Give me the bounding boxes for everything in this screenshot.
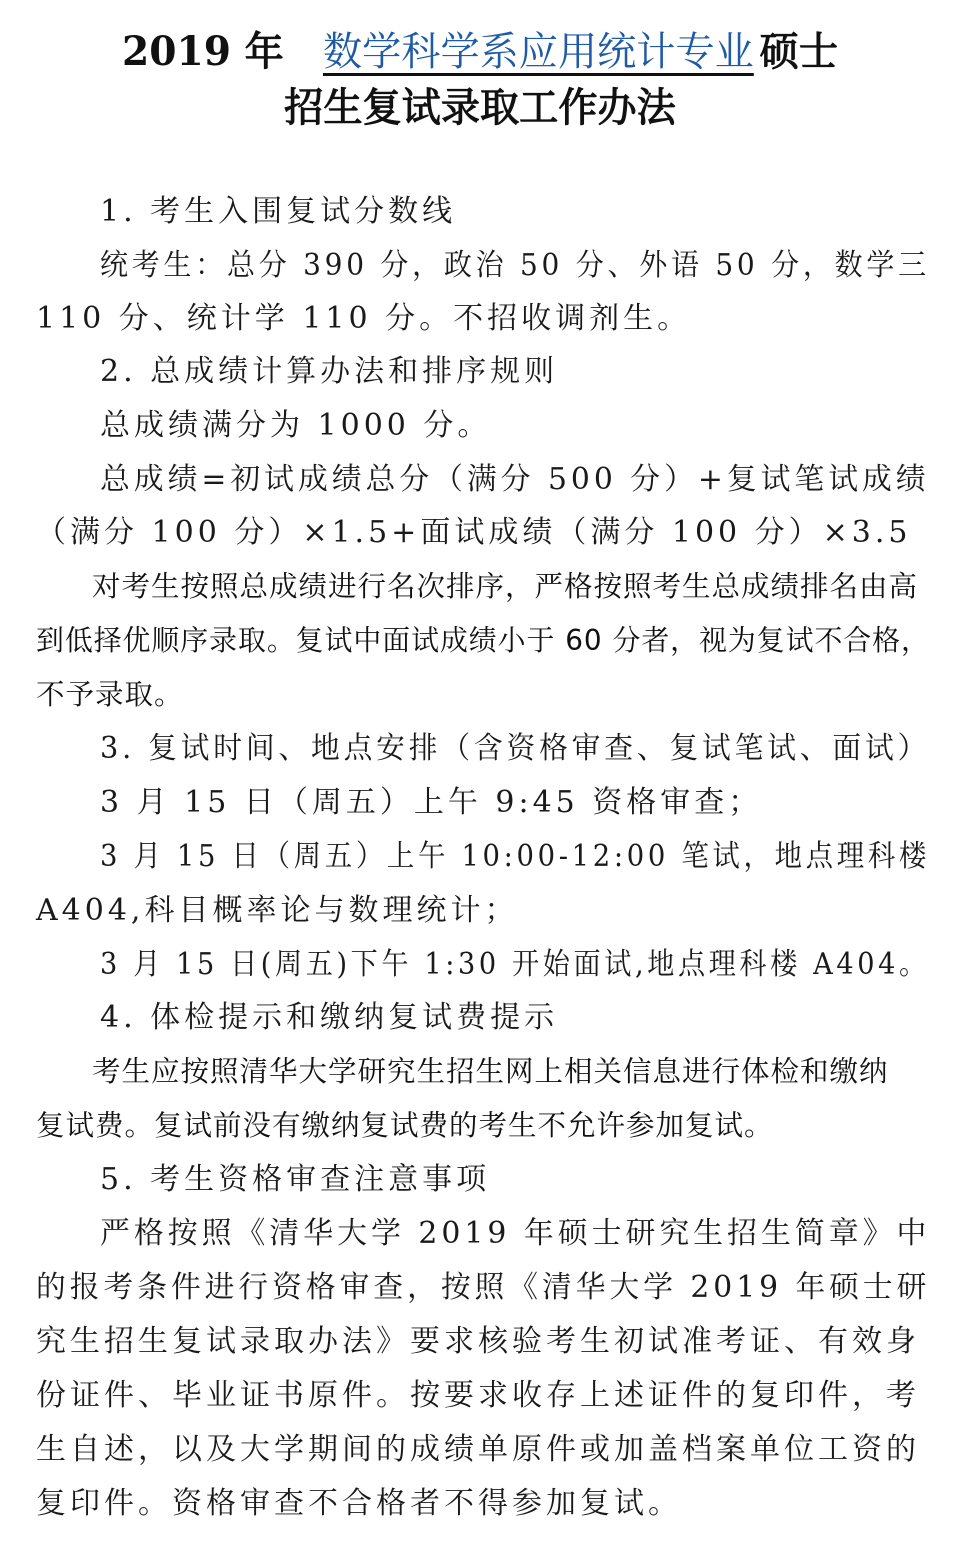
document-title-line-2: 招生复试录取工作办法 bbox=[284, 84, 676, 131]
paragraph-line: 总成绩满分为 1000 分。 bbox=[100, 408, 492, 443]
section-heading-3: 3. 复试时间、地点安排（含资格审查、复试笔试、面试） bbox=[100, 731, 931, 766]
title-major: 数学科学系应用统计专业 bbox=[322, 29, 754, 75]
paragraph-line: A404,科目概率论与数理统计； bbox=[36, 893, 519, 928]
paragraph-line: 3 月 15 日（周五）上午 10:00-12:00 笔试，地点理科楼 bbox=[100, 839, 931, 874]
paragraph-line: 不予录取。 bbox=[36, 678, 184, 711]
paragraph-line: 到低择优顺序录取。复试中面试成绩小于 60 分者，视为复试不合格， bbox=[36, 624, 930, 657]
paragraph-line: 生自述，以及大学期间的成绩单原件或加盖档案单位工资的 bbox=[36, 1432, 920, 1467]
paragraph-line: 严格按照《清华大学 2019 年硕士研究生招生简章》中 bbox=[100, 1216, 931, 1251]
title-degree: 硕士 bbox=[759, 28, 839, 75]
paragraph-line: 复印件。资格审查不合格者不得参加复试。 bbox=[36, 1486, 682, 1521]
paragraph-line: 3 月 15 日（周五）上午 9:45 资格审查； bbox=[100, 785, 763, 820]
document-title-line-1 bbox=[10, 22, 950, 82]
section-heading-2: 2. 总成绩计算办法和排序规则 bbox=[100, 354, 559, 389]
title-year: 2019 年 bbox=[121, 28, 284, 75]
section-heading-4: 4. 体检提示和缴纳复试费提示 bbox=[100, 1000, 559, 1035]
paragraph-line: 统考生：总分 390 分，政治 50 分、外语 50 分，数学三 bbox=[100, 248, 930, 283]
paragraph-line: 究生招生复试录取办法》要求核验考生初试准考证、有效身 bbox=[36, 1324, 920, 1359]
paragraph-line: 考生应按照清华大学研究生招生网上相关信息进行体检和缴纳 bbox=[92, 1055, 889, 1088]
section-heading-1: 1. 考生入围复试分数线 bbox=[100, 194, 457, 229]
section-heading-5: 5. 考生资格审查注意事项 bbox=[100, 1162, 491, 1197]
paragraph-line: 3 月 15 日(周五)下午 1:30 开始面试,地点理科楼 A404。 bbox=[100, 947, 930, 982]
paragraph-line: 的报考条件进行资格审查，按照《清华大学 2019 年硕士研 bbox=[36, 1270, 931, 1305]
paragraph-line: 份证件、毕业证书原件。按要求收存上述证件的复印件，考 bbox=[36, 1378, 920, 1413]
paragraph-line: 对考生按照总成绩进行名次排序，严格按照考生总成绩排名由高 bbox=[92, 570, 919, 603]
paragraph-line: 复试费。复试前没有缴纳复试费的考生不允许参加复试。 bbox=[36, 1109, 774, 1142]
formula-line: 总成绩=初试成绩总分（满分 500 分）+复试笔试成绩 bbox=[100, 462, 930, 497]
formula-line: （满分 100 分）×1.5+面试成绩（满分 100 分）×3.5 bbox=[36, 515, 912, 550]
paragraph-line: 110 分、统计学 110 分。不招收调剂生。 bbox=[36, 301, 692, 336]
